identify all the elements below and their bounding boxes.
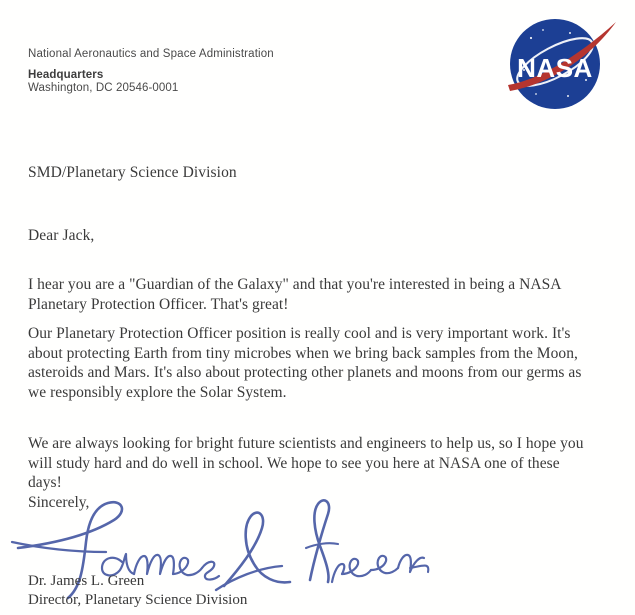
signer-name: Dr. James L. Green bbox=[28, 573, 145, 589]
agency-name: National Aeronautics and Space Administration bbox=[28, 48, 274, 60]
closing-line: Sincerely, bbox=[28, 494, 90, 511]
office-address: Washington, DC 20546-0001 bbox=[28, 82, 179, 94]
letterhead bbox=[28, 48, 274, 94]
office-name: Headquarters bbox=[28, 69, 104, 81]
salutation: Dear Jack, bbox=[28, 227, 95, 244]
signer-title: Director, Planetary Science Division bbox=[28, 592, 248, 608]
subject-line: SMD/Planetary Science Division bbox=[28, 164, 237, 181]
body-paragraph: Our Planetary Protection Officer position is really cool and is very important work. It's about protecting Earth from tiny microbes when we bring back samples from the Moon, asteroids and Mars. It's also about protecting other planets and moons from our germs as we responsibly explore the Solar System. bbox=[28, 325, 582, 401]
body-paragraph: I hear you are a "Guardian of the Galaxy" and that you're interested in being a NASA Planetary Protection Officer. That's great! bbox=[28, 276, 561, 313]
nasa-wordmark-text: NASA bbox=[517, 53, 593, 83]
body-paragraph: We are always looking for bright future scientists and engineers to help us, so I hope you will study hard and do well in school. We hope to see you here at NASA one of these days! bbox=[28, 435, 584, 491]
nasa-meatball-logo bbox=[498, 8, 623, 116]
